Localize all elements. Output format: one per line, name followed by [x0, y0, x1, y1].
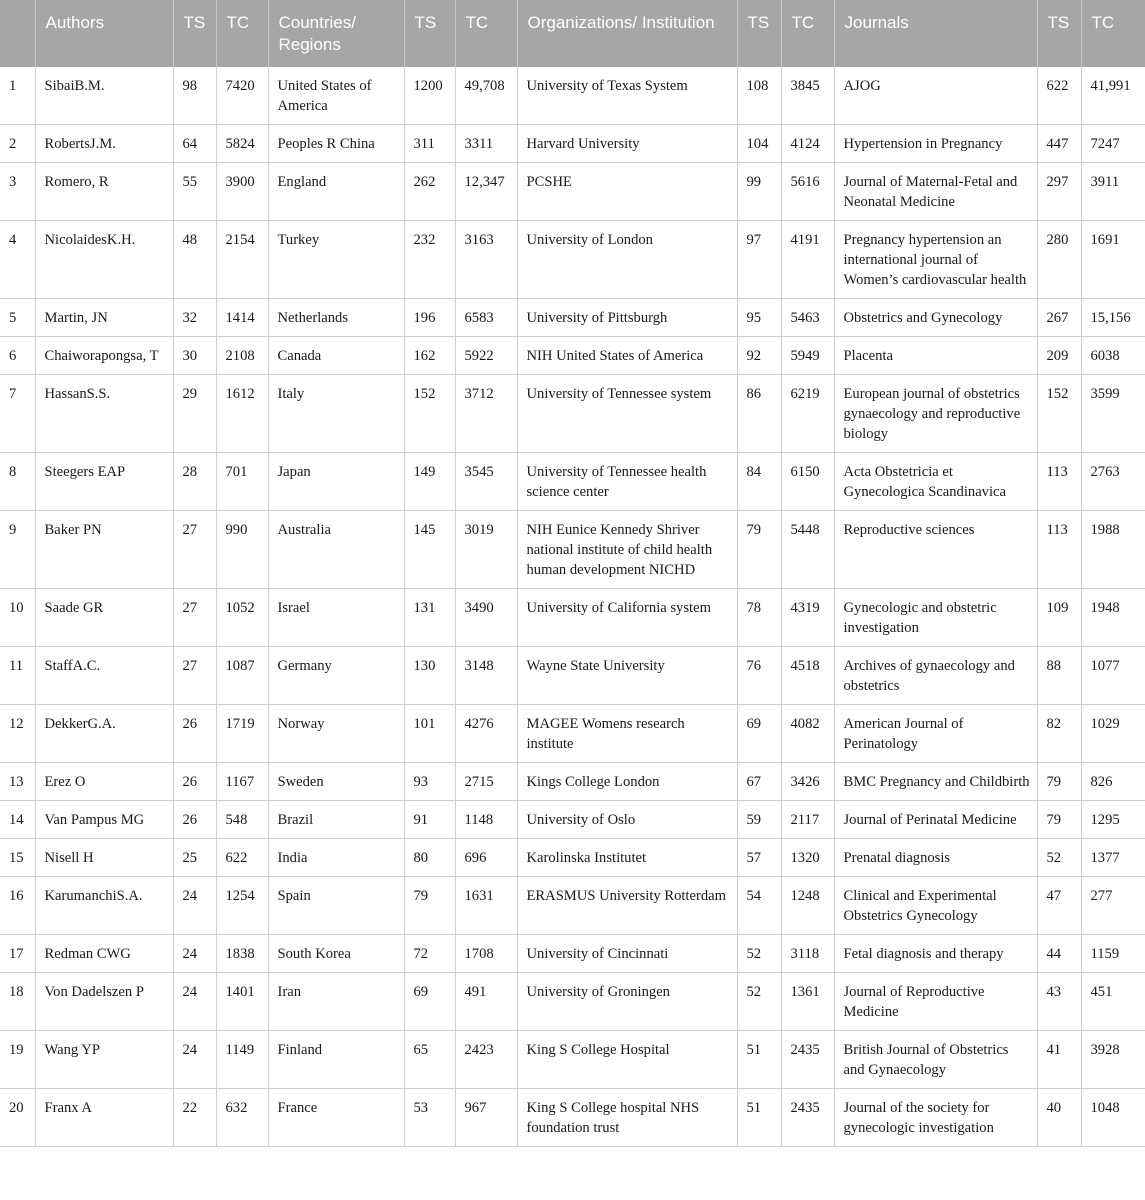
journal-ts-cell: 88 [1037, 647, 1081, 705]
country-ts-cell: 79 [404, 877, 455, 935]
country-cell: Iran [268, 973, 404, 1031]
organization-tc-cell: 6219 [781, 375, 834, 453]
organization-tc-cell: 5448 [781, 511, 834, 589]
organization-cell: NIH United States of America [517, 337, 737, 375]
table-row [0, 163, 1145, 221]
journal-tc-cell: 451 [1081, 973, 1145, 1031]
journal-cell: Acta Obstetricia et Gynecologica Scandinavica [834, 453, 1037, 511]
author-cell: Baker PN [35, 511, 173, 589]
journal-cell: Journal of Perinatal Medicine [834, 801, 1037, 839]
journal-ts-cell: 109 [1037, 589, 1081, 647]
country-cell: Turkey [268, 221, 404, 299]
journal-tc-cell: 2763 [1081, 453, 1145, 511]
country-cell: Italy [268, 375, 404, 453]
country-tc-cell: 1631 [455, 877, 517, 935]
journal-cell: Reproductive sciences [834, 511, 1037, 589]
organization-cell: ERASMUS University Rotterdam [517, 877, 737, 935]
organization-cell: King S College hospital NHS foundation trust [517, 1089, 737, 1147]
author-ts-cell: 25 [173, 839, 216, 877]
country-tc-cell: 3148 [455, 647, 517, 705]
rank-cell: 4 [0, 221, 35, 299]
country-cell: India [268, 839, 404, 877]
table-row [0, 375, 1145, 453]
rank-cell: 5 [0, 299, 35, 337]
country-tc-cell: 3163 [455, 221, 517, 299]
table-row [0, 801, 1145, 839]
journal-ts-cell: 280 [1037, 221, 1081, 299]
author-ts-cell: 26 [173, 705, 216, 763]
organization-cell: University of Groningen [517, 973, 737, 1031]
organization-cell: MAGEE Womens research institute [517, 705, 737, 763]
journal-ts-cell: 40 [1037, 1089, 1081, 1147]
journal-cell: BMC Pregnancy and Childbirth [834, 763, 1037, 801]
journal-tc-cell: 3599 [1081, 375, 1145, 453]
table-row [0, 453, 1145, 511]
rank-cell: 11 [0, 647, 35, 705]
journal-ts-cell: 267 [1037, 299, 1081, 337]
author-ts-cell: 27 [173, 511, 216, 589]
country-cell: Netherlands [268, 299, 404, 337]
country-ts-cell: 149 [404, 453, 455, 511]
country-cell: Canada [268, 337, 404, 375]
organization-cell: Karolinska Institutet [517, 839, 737, 877]
table-row [0, 877, 1145, 935]
organization-cell: University of Texas System [517, 67, 737, 125]
journal-ts-cell: 622 [1037, 67, 1081, 125]
organization-ts-cell: 69 [737, 705, 781, 763]
organization-ts-cell: 97 [737, 221, 781, 299]
author-tc-cell: 1401 [216, 973, 268, 1031]
country-ts-cell: 152 [404, 375, 455, 453]
journal-cell: Journal of the society for gynecologic investigation [834, 1089, 1037, 1147]
table-row [0, 221, 1145, 299]
organization-tc-cell: 1361 [781, 973, 834, 1031]
rank-cell: 6 [0, 337, 35, 375]
table-row [0, 511, 1145, 589]
journal-cell: Journal of Reproductive Medicine [834, 973, 1037, 1031]
table-row [0, 589, 1145, 647]
organization-tc-cell: 4518 [781, 647, 834, 705]
organization-tc-cell: 5949 [781, 337, 834, 375]
country-ts-cell: 91 [404, 801, 455, 839]
organization-tc-cell: 3845 [781, 67, 834, 125]
organization-cell: University of Oslo [517, 801, 737, 839]
journal-tc-cell: 1295 [1081, 801, 1145, 839]
author-tc-cell: 622 [216, 839, 268, 877]
author-tc-cell: 1167 [216, 763, 268, 801]
journal-tc-cell: 3911 [1081, 163, 1145, 221]
author-tc-cell: 3900 [216, 163, 268, 221]
country-ts-cell: 65 [404, 1031, 455, 1089]
author-tc-cell: 1838 [216, 935, 268, 973]
author-tc-cell: 701 [216, 453, 268, 511]
country-tc-cell: 3545 [455, 453, 517, 511]
table-row [0, 839, 1145, 877]
author-tc-cell: 1719 [216, 705, 268, 763]
organization-ts-cell: 57 [737, 839, 781, 877]
country-ts-cell: 311 [404, 125, 455, 163]
author-ts-cell: 55 [173, 163, 216, 221]
journal-tc-cell: 1159 [1081, 935, 1145, 973]
organization-tc-cell: 3118 [781, 935, 834, 973]
country-ts-cell: 80 [404, 839, 455, 877]
country-cell: Norway [268, 705, 404, 763]
country-tc-cell: 696 [455, 839, 517, 877]
author-cell: Erez O [35, 763, 173, 801]
country-tc-cell: 491 [455, 973, 517, 1031]
table-row [0, 705, 1145, 763]
country-ts-cell: 130 [404, 647, 455, 705]
journal-cell: Gynecologic and obstetric investigation [834, 589, 1037, 647]
journal-cell: European journal of obstetrics gynaecology and reproductive biology [834, 375, 1037, 453]
author-ts-cell: 98 [173, 67, 216, 125]
organization-ts-cell: 79 [737, 511, 781, 589]
rank-cell: 2 [0, 125, 35, 163]
author-cell: Von Dadelszen P [35, 973, 173, 1031]
journal-tc-cell: 1948 [1081, 589, 1145, 647]
country-tc-cell: 2715 [455, 763, 517, 801]
journal-cell: Archives of gynaecology and obstetrics [834, 647, 1037, 705]
organization-tc-cell: 4082 [781, 705, 834, 763]
header-journals-ts: TS [1037, 0, 1081, 67]
country-ts-cell: 1200 [404, 67, 455, 125]
author-cell: Saade GR [35, 589, 173, 647]
table-row [0, 299, 1145, 337]
table-row [0, 1031, 1145, 1089]
organization-cell: University of Tennessee health science center [517, 453, 737, 511]
journal-tc-cell: 1029 [1081, 705, 1145, 763]
author-tc-cell: 1254 [216, 877, 268, 935]
organization-cell: University of Cincinnati [517, 935, 737, 973]
organization-tc-cell: 5463 [781, 299, 834, 337]
journal-ts-cell: 41 [1037, 1031, 1081, 1089]
rank-cell: 3 [0, 163, 35, 221]
author-ts-cell: 29 [173, 375, 216, 453]
organization-cell: University of Tennessee system [517, 375, 737, 453]
author-cell: StaffA.C. [35, 647, 173, 705]
table-row [0, 125, 1145, 163]
journal-tc-cell: 7247 [1081, 125, 1145, 163]
organization-ts-cell: 78 [737, 589, 781, 647]
header-authors-tc: TC [216, 0, 268, 67]
country-tc-cell: 5922 [455, 337, 517, 375]
author-tc-cell: 1414 [216, 299, 268, 337]
organization-tc-cell: 4191 [781, 221, 834, 299]
organization-tc-cell: 3426 [781, 763, 834, 801]
author-tc-cell: 990 [216, 511, 268, 589]
journal-ts-cell: 152 [1037, 375, 1081, 453]
author-ts-cell: 24 [173, 935, 216, 973]
country-tc-cell: 3712 [455, 375, 517, 453]
author-ts-cell: 48 [173, 221, 216, 299]
organization-ts-cell: 51 [737, 1031, 781, 1089]
country-ts-cell: 72 [404, 935, 455, 973]
country-tc-cell: 1708 [455, 935, 517, 973]
organization-ts-cell: 92 [737, 337, 781, 375]
journal-ts-cell: 447 [1037, 125, 1081, 163]
organization-ts-cell: 52 [737, 935, 781, 973]
journal-ts-cell: 209 [1037, 337, 1081, 375]
organization-ts-cell: 51 [737, 1089, 781, 1147]
journal-tc-cell: 15,156 [1081, 299, 1145, 337]
header-journals-tc: TC [1081, 0, 1145, 67]
author-tc-cell: 7420 [216, 67, 268, 125]
rank-cell: 8 [0, 453, 35, 511]
table-row [0, 763, 1145, 801]
journal-cell: Pregnancy hypertension an international journal of Women’s cardiovascular health [834, 221, 1037, 299]
journal-ts-cell: 43 [1037, 973, 1081, 1031]
author-tc-cell: 2154 [216, 221, 268, 299]
journal-cell: Hypertension in Pregnancy [834, 125, 1037, 163]
journal-tc-cell: 826 [1081, 763, 1145, 801]
rank-cell: 1 [0, 67, 35, 125]
author-ts-cell: 28 [173, 453, 216, 511]
author-tc-cell: 632 [216, 1089, 268, 1147]
author-cell: Franx A [35, 1089, 173, 1147]
organization-ts-cell: 67 [737, 763, 781, 801]
table-row [0, 1089, 1145, 1147]
organization-cell: Kings College London [517, 763, 737, 801]
header-countries-tc: TC [455, 0, 517, 67]
author-cell: HassanS.S. [35, 375, 173, 453]
journal-tc-cell: 1377 [1081, 839, 1145, 877]
rank-cell: 17 [0, 935, 35, 973]
country-cell: Finland [268, 1031, 404, 1089]
country-ts-cell: 196 [404, 299, 455, 337]
organization-ts-cell: 86 [737, 375, 781, 453]
author-tc-cell: 1087 [216, 647, 268, 705]
organization-cell: Harvard University [517, 125, 737, 163]
journal-tc-cell: 6038 [1081, 337, 1145, 375]
author-ts-cell: 26 [173, 763, 216, 801]
organization-tc-cell: 5616 [781, 163, 834, 221]
country-cell: Israel [268, 589, 404, 647]
author-cell: Wang YP [35, 1031, 173, 1089]
table-row [0, 973, 1145, 1031]
author-ts-cell: 24 [173, 973, 216, 1031]
author-ts-cell: 27 [173, 647, 216, 705]
table-row [0, 337, 1145, 375]
country-cell: England [268, 163, 404, 221]
journal-ts-cell: 52 [1037, 839, 1081, 877]
country-cell: United States of America [268, 67, 404, 125]
journal-cell: Fetal diagnosis and therapy [834, 935, 1037, 973]
journal-cell: American Journal of Perinatology [834, 705, 1037, 763]
country-cell: Sweden [268, 763, 404, 801]
organization-cell: NIH Eunice Kennedy Shriver national institute of child health human development NICHD [517, 511, 737, 589]
organization-ts-cell: 95 [737, 299, 781, 337]
organization-ts-cell: 52 [737, 973, 781, 1031]
author-cell: Redman CWG [35, 935, 173, 973]
organization-ts-cell: 54 [737, 877, 781, 935]
organization-tc-cell: 1320 [781, 839, 834, 877]
rank-cell: 14 [0, 801, 35, 839]
header-organizations-ts: TS [737, 0, 781, 67]
journal-ts-cell: 297 [1037, 163, 1081, 221]
author-tc-cell: 1149 [216, 1031, 268, 1089]
journal-tc-cell: 1048 [1081, 1089, 1145, 1147]
country-cell: Australia [268, 511, 404, 589]
header-countries: Countries/ Regions [268, 0, 404, 67]
table-row [0, 67, 1145, 125]
rank-cell: 12 [0, 705, 35, 763]
country-tc-cell: 967 [455, 1089, 517, 1147]
author-cell: KarumanchiS.A. [35, 877, 173, 935]
organization-tc-cell: 1248 [781, 877, 834, 935]
journal-tc-cell: 1691 [1081, 221, 1145, 299]
author-cell: SibaiB.M. [35, 67, 173, 125]
country-ts-cell: 69 [404, 973, 455, 1031]
organization-ts-cell: 99 [737, 163, 781, 221]
organization-cell: University of London [517, 221, 737, 299]
journal-cell: AJOG [834, 67, 1037, 125]
author-tc-cell: 1612 [216, 375, 268, 453]
country-cell: Germany [268, 647, 404, 705]
organization-tc-cell: 2435 [781, 1031, 834, 1089]
author-cell: Martin, JN [35, 299, 173, 337]
country-tc-cell: 3311 [455, 125, 517, 163]
author-cell: Nisell H [35, 839, 173, 877]
organization-cell: University of California system [517, 589, 737, 647]
rank-cell: 15 [0, 839, 35, 877]
country-cell: Spain [268, 877, 404, 935]
table-header [0, 0, 1145, 67]
header-authors: Authors [35, 0, 173, 67]
author-cell: Romero, R [35, 163, 173, 221]
country-tc-cell: 1148 [455, 801, 517, 839]
journal-cell: Journal of Maternal-Fetal and Neonatal Medicine [834, 163, 1037, 221]
author-ts-cell: 64 [173, 125, 216, 163]
rank-cell: 7 [0, 375, 35, 453]
author-tc-cell: 1052 [216, 589, 268, 647]
country-cell: South Korea [268, 935, 404, 973]
country-cell: France [268, 1089, 404, 1147]
journal-tc-cell: 1077 [1081, 647, 1145, 705]
author-cell: DekkerG.A. [35, 705, 173, 763]
header-organizations: Organizations/ Institution [517, 0, 737, 67]
author-ts-cell: 24 [173, 877, 216, 935]
author-ts-cell: 27 [173, 589, 216, 647]
organization-ts-cell: 108 [737, 67, 781, 125]
country-tc-cell: 4276 [455, 705, 517, 763]
author-ts-cell: 32 [173, 299, 216, 337]
journal-cell: Obstetrics and Gynecology [834, 299, 1037, 337]
author-ts-cell: 22 [173, 1089, 216, 1147]
author-tc-cell: 2108 [216, 337, 268, 375]
journal-ts-cell: 79 [1037, 801, 1081, 839]
organization-tc-cell: 6150 [781, 453, 834, 511]
journal-tc-cell: 3928 [1081, 1031, 1145, 1089]
author-ts-cell: 24 [173, 1031, 216, 1089]
organization-tc-cell: 2117 [781, 801, 834, 839]
rank-cell: 9 [0, 511, 35, 589]
country-tc-cell: 12,347 [455, 163, 517, 221]
header-organizations-tc: TC [781, 0, 834, 67]
rank-cell: 19 [0, 1031, 35, 1089]
country-ts-cell: 162 [404, 337, 455, 375]
journal-cell: British Journal of Obstetrics and Gynaecology [834, 1031, 1037, 1089]
organization-tc-cell: 4124 [781, 125, 834, 163]
country-tc-cell: 6583 [455, 299, 517, 337]
rank-cell: 18 [0, 973, 35, 1031]
organization-tc-cell: 4319 [781, 589, 834, 647]
country-ts-cell: 145 [404, 511, 455, 589]
rank-cell: 10 [0, 589, 35, 647]
journal-cell: Clinical and Experimental Obstetrics Gynecology [834, 877, 1037, 935]
organization-tc-cell: 2435 [781, 1089, 834, 1147]
table-row [0, 647, 1145, 705]
country-ts-cell: 232 [404, 221, 455, 299]
organization-ts-cell: 59 [737, 801, 781, 839]
author-ts-cell: 26 [173, 801, 216, 839]
rank-cell: 16 [0, 877, 35, 935]
journal-ts-cell: 47 [1037, 877, 1081, 935]
journal-cell: Prenatal diagnosis [834, 839, 1037, 877]
header-row [0, 0, 1145, 67]
country-tc-cell: 49,708 [455, 67, 517, 125]
rank-cell: 20 [0, 1089, 35, 1147]
journal-ts-cell: 113 [1037, 511, 1081, 589]
country-ts-cell: 93 [404, 763, 455, 801]
country-tc-cell: 3490 [455, 589, 517, 647]
organization-cell: University of Pittsburgh [517, 299, 737, 337]
author-cell: NicolaidesK.H. [35, 221, 173, 299]
author-tc-cell: 548 [216, 801, 268, 839]
organization-ts-cell: 104 [737, 125, 781, 163]
journal-tc-cell: 41,991 [1081, 67, 1145, 125]
author-cell: Van Pampus MG [35, 801, 173, 839]
journal-tc-cell: 1988 [1081, 511, 1145, 589]
organization-cell: PCSHE [517, 163, 737, 221]
author-cell: RobertsJ.M. [35, 125, 173, 163]
journal-ts-cell: 113 [1037, 453, 1081, 511]
header-rank [0, 0, 35, 67]
journal-cell: Placenta [834, 337, 1037, 375]
header-countries-ts: TS [404, 0, 455, 67]
author-cell: Chaiworapongsa, T [35, 337, 173, 375]
author-ts-cell: 30 [173, 337, 216, 375]
author-tc-cell: 5824 [216, 125, 268, 163]
journal-ts-cell: 82 [1037, 705, 1081, 763]
country-tc-cell: 2423 [455, 1031, 517, 1089]
country-cell: Japan [268, 453, 404, 511]
country-ts-cell: 262 [404, 163, 455, 221]
organization-ts-cell: 84 [737, 453, 781, 511]
country-ts-cell: 101 [404, 705, 455, 763]
table-body [0, 67, 1145, 1147]
organization-cell: King S College Hospital [517, 1031, 737, 1089]
journal-tc-cell: 277 [1081, 877, 1145, 935]
header-authors-ts: TS [173, 0, 216, 67]
country-cell: Brazil [268, 801, 404, 839]
journal-ts-cell: 79 [1037, 763, 1081, 801]
author-cell: Steegers EAP [35, 453, 173, 511]
country-tc-cell: 3019 [455, 511, 517, 589]
country-ts-cell: 131 [404, 589, 455, 647]
country-ts-cell: 53 [404, 1089, 455, 1147]
organization-ts-cell: 76 [737, 647, 781, 705]
table-row [0, 935, 1145, 973]
rank-cell: 13 [0, 763, 35, 801]
organization-cell: Wayne State University [517, 647, 737, 705]
header-journals: Journals [834, 0, 1037, 67]
country-cell: Peoples R China [268, 125, 404, 163]
journal-ts-cell: 44 [1037, 935, 1081, 973]
